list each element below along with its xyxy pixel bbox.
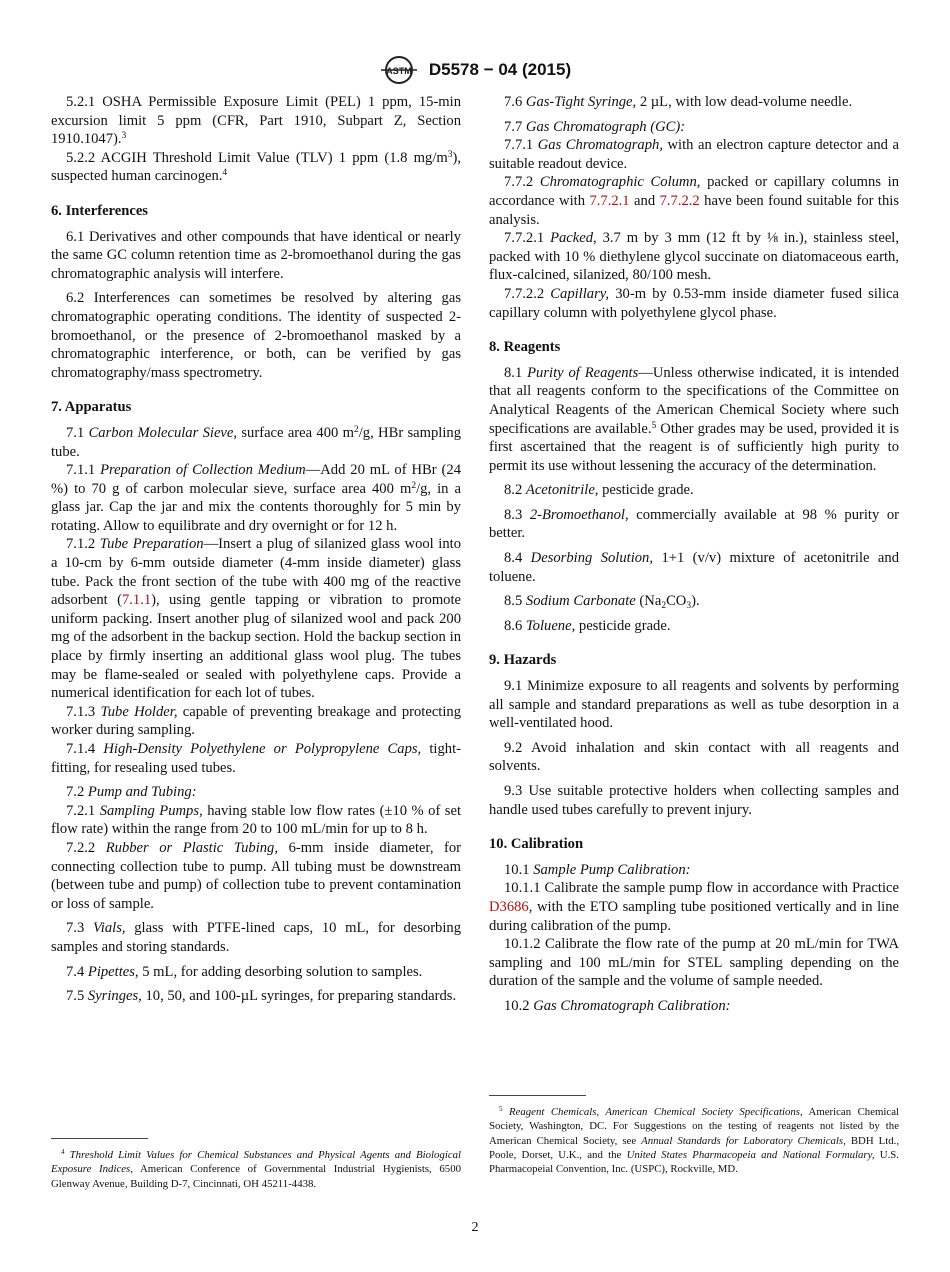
heading-reagents: 8. Reagents [489,339,561,356]
section-9-3: 9.3 Use suitable protective holders when collecting samples and handle used tubes carefully to prevent injury. [489,783,899,818]
link-7-7-2-1[interactable]: 7.7.2.1 [589,192,630,209]
section-7-3: 7.3 Vials, glass with PTFE-lined caps, 10 mL, for desorbing samples and storing standards. [51,920,461,955]
left-column [51,93,461,1006]
heading-calibration: 10. Calibration [489,836,584,853]
footnote-divider [51,1138,148,1139]
section-5-2-2: 5.2.2 ACGIH Threshold Limit Value (TLV) 1 ppm (1.8 $mg/m^3$), suspected human carcinogen.$^4$ [51,149,461,185]
section-7-7: 7.7 Gas Chromatograph (GC): [504,118,686,135]
section-10-2: 10.2 Gas Chromatograph Calibration: [504,997,731,1014]
astm-logo-icon [379,55,419,85]
section-6-2: 6.2 Interferences can sometimes be resolved by altering gas chromatographic operating conditions. The identity of suspected 2-bromoethanol, or the presence of 2-bromoethanol masked by a chromatographic interference, or both, can be verified by gas chromatography/mass spectrometry. [51,290,461,381]
section-5-2-1: 5.2.1 OSHA Permissible Exposure Limit (PEL) 1 ppm, 15-min excursion limit 5 ppm (CFR, Part 1910, Subpart Z, Section 1910.1047).$^3$ [51,94,461,148]
link-7-1-1[interactable]: 7.1.1 [121,592,152,609]
section-7-6: 7.6 Gas-Tight Syringe, 2 µL, with low dead-volume needle. [504,94,853,110]
section-8-4: 8.4 Desorbing Solution, 1+1 (v/v) mixture of acetonitrile and toluene. [489,550,899,585]
heading-apparatus: 7. Apparatus [51,399,132,416]
footnote-5: $^5$ Reagent Chemicals, American Chemical Society Specifications, American Chemical Society, Washington, DC. For Suggestions on the testing of reagents not listed by the American Chemical Society, see Annual Standards for Laboratory Chemicals, BDH Ltd., Poole, Dorset, U.K., and the United States Pharmacopeia and National Formulary, U.S. Pharmacopeial Convention, Inc. (USPC), Rockville, MD. [489,1105,900,1176]
section-6-1: 6.1 Derivatives and other compounds that have identical or nearly the same GC column retention time as 2-bromoethanol during the gas chromatographic analysis will interfere. [51,228,461,282]
section-7-1-2: 7.1.2 Tube Preparation—Insert a plug of silanized glass wool into a 10-cm by 6-mm outside diameter (4-mm inside diameter) glass tube. Pack the front section of the tube with 400 mg of the reactive adsorbent (7.1.1), using gentle tapping or vibration to promote uniform packing. Insert another plug of silanized wool and pack 200 mg of the adsorbent in the backup section. Hold the backup section in place by firmly inserting an additional glass wool plug. The tubes may be flame-sealed or sealed with polyethylene caps. Provide a numerical identification for each lot of tubes. [51,536,461,702]
footnote-divider [489,1095,586,1096]
footnote-4: $^4$ Threshold Limit Values for Chemical Substances and Physical Agents and Biological Exposure Indices, American Conference of Governmental Industrial Hygienists, 6500 Glenway Avenue, Building D-7, Cincinnati, OH 45211-4438. [51,1148,462,1190]
section-8-3: 8.3 2-Bromoethanol, commercially available at 98 % purity or better. [489,506,900,542]
page-number: 2 [471,1220,479,1235]
document-id: D5578 − 04 (2015) [428,60,572,79]
section-10-1-1: 10.1.1 Calibrate the sample pump flow in accordance with Practice D3686, with the ETO sampling tube positioned vertically and in line during calibration of the pump. [489,880,899,934]
section-7-1-3: 7.1.3 Tube Holder, capable of preventing breakage and protecting worker during sampling. [51,703,462,739]
link-7-7-2-2[interactable]: 7.7.2.2 [659,192,700,209]
section-7-2: 7.2 Pump and Tubing: [66,784,197,801]
section-8-6: 8.6 Toluene, pesticide grade. [504,617,671,634]
section-7-1-4: 7.1.4 High-Density Polyethylene or Polypropylene Caps, tight-fitting, for resealing used tubes. [51,741,461,776]
section-7-1: 7.1 Carbon Molecular Sieve, surface area 400 $m^2/g$, HBr sampling tube. [51,424,462,460]
section-8-5: 8.5 Sodium Carbonate $(Na_2CO_3)$. [504,593,700,612]
section-8-1: 8.1 Purity of Reagents—Unless otherwise indicated, it is intended that all reagents conform to the specifications of the Committee on Analytical Reagents of the American Chemical Society where such specifications are available.$^5$ Other grades may be used, provided it is first ascertained that the reagent is of sufficiently high purity to permit its use without lessening the accuracy of the determination. [489,364,900,474]
link-d3686[interactable]: D3686 [489,898,529,915]
section-7-4: 7.4 Pipettes, 5 mL, for adding desorbing solution to samples. [66,963,423,980]
section-9-1: 9.1 Minimize exposure to all reagents and solvents by performing all sample and standard preparations as well as tube desorption in a well-ventilated hood. [489,678,899,732]
section-7-7-2: 7.7.2 Chromatographic Column, packed or capillary columns in accordance with 7.7.2.1 and 7.7.2.2 have been found suitable for this analysis. [489,174,900,228]
page-header [0,55,950,85]
heading-hazards: 9. Hazards [489,652,557,669]
section-7-2-2: 7.2.2 Rubber or Plastic Tubing, 6-mm inside diameter, for connecting collection tube to pump. All tubing must be downstream (between tube and pump) of collection tube to prevent contamination or loss of sample. [51,839,462,912]
heading-interferences: 6. Interferences [51,202,148,219]
section-10-1-2: 10.1.2 Calibrate the flow rate of the pump at 20 mL/min for TWA sampling and 100 mL/min for STEL sampling depending on the duration of the sample and the volume of sample needed. [489,936,899,990]
section-9-2: 9.2 Avoid inhalation and skin contact with all reagents and solvents. [489,739,899,775]
section-7-7-1: 7.7.1 Gas Chromatograph, with an electron capture detector and a suitable readout device. [489,137,899,172]
section-10-1: 10.1 Sample Pump Calibration: [504,861,691,878]
section-7-1-1: 7.1.1 Preparation of Collection Medium—Add 20 mL of HBr (24 %) to 70 g of carbon molecular sieve, surface area 400 $m^2/g$, in a glass jar. Cap the jar and mix the contents thoroughly for 5 min by rotating. Allow to equilibrate and dry overnight or for 12 h. [51,462,462,534]
section-7-7-2-2: 7.7.2.2 Capillary, 30-m by 0.53-mm inside diameter fused silica capillary column with polyethylene glycol phase. [489,285,899,321]
section-8-2: 8.2 Acetonitrile, pesticide grade. [504,482,694,499]
right-column [489,93,899,1016]
section-7-2-1: 7.2.1 Sampling Pumps, having stable low flow rates (±10 % of set flow rate) within the range from 20 to 100 mL/min for up to 8 h. [51,802,462,838]
section-7-5: 7.5 Syringes, 10, 50, and 100-µL syringes, for preparing standards. [66,988,457,1005]
svg-text:ASTM: ASTM [386,66,412,76]
section-7-7-2-1: 7.7.2.1 Packed, 3.7 m by 3 mm (12 ft by ⅛ in.), stainless steel, packed with 10 % diethylene glycol succinate on diatomaceous earth, flux-calcined, silanized, 80/100 mesh. [489,230,900,284]
